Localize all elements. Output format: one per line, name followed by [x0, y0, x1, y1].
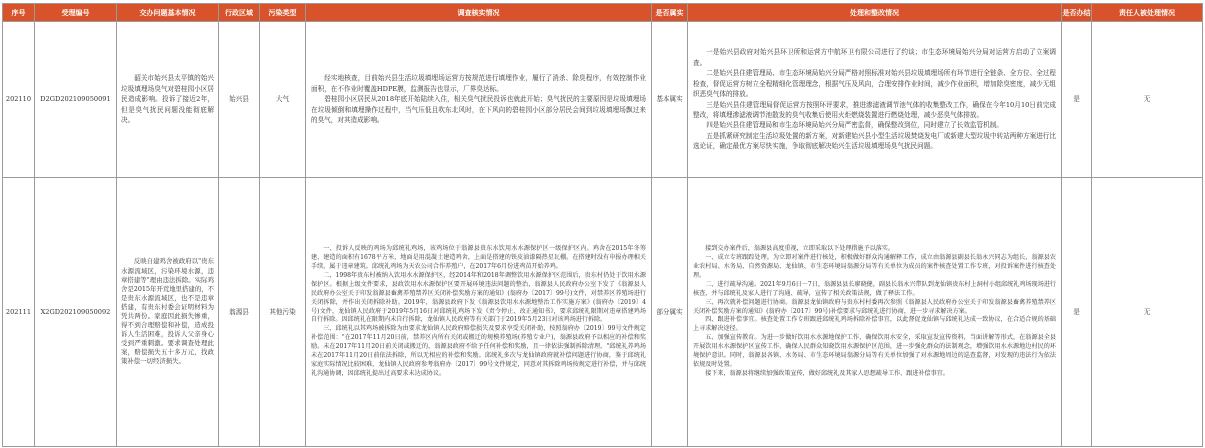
- handling-paragraph: 二、进行疏导沟通。2021年9月6日－7日，翁源县县长廖晓健，副县长翁永兴带队到龙仙镇贵东村上洞村小组邱统礼鸡场现场进行核查，并与邱统礼及家人进行了沟通、疏导，宣传了相关政策法规，做了释法工作。: [693, 280, 1056, 297]
- handling-paragraph: 一、成立专班跟踪处理。为立即对案件进行核处，积极做好群众沟通解释工作，成立由翁源县副县长翁永兴同志为组长，翁源县农业农村局、水务局、自然资源局、龙仙镇、市生态环境局翁源分局等有关单位为成员的案件核查处置工作专班，对投诉案件进行核查处理。: [693, 253, 1056, 279]
- cell-seq: 202111: [3, 178, 35, 447]
- cell-seq: 202110: [3, 22, 35, 178]
- header-seq: 序号: [3, 4, 35, 22]
- handling-paragraph: 四、跟进补偿事宜。核查处置工作专班跟进邱统礼鸡场拆除补偿事宜，以此督促龙仙镇与邱统礼达成一致协议，在合适合规的基础上寻求解决途径。: [693, 316, 1056, 333]
- petition-handling-table: [2, 3, 1203, 447]
- cell-investigation: [306, 178, 652, 447]
- cell-region: 始兴县: [219, 22, 260, 178]
- cell-code: D2GD202109050091: [35, 22, 117, 178]
- cell-pollution: 其他污染: [260, 178, 306, 447]
- header-pollution: 污染类型: [260, 4, 306, 22]
- handling-paragraph: 四是始兴县住建管理局和市生态环境局始兴分局严密监督，确保整改到位，同时建立了长效监管机制。: [706, 121, 1003, 130]
- cell-issue: [117, 178, 219, 447]
- handling-paragraph: 二是始兴县住建管理局、市生态环境局始兴分局严格对照标准对始兴县垃圾填埋场所有环节进行全链条、全方位、全过程检查，督促运营方树立全程精细化管理理念，根据气压及风向，合理安排作业时间，减少作业面积，增加除臭密度，减少无组织恶臭气体的排放。: [693, 69, 1056, 99]
- header-issue: 交办问题基本情况: [117, 4, 219, 22]
- issue-text: 韶关市始兴县太平镇的始兴垃圾填埋场臭气对碧桂园小区居民造成影响。投诉了接近2年，但是臭气扰民问题没能彻底解决。: [121, 74, 214, 125]
- cell-accountability: 无: [1092, 22, 1203, 178]
- header-investigation: 调查核实情况: [306, 4, 652, 22]
- cell-closed: 是: [1062, 178, 1092, 447]
- handling-paragraph: 接到交办案件后，翁源县高度重视，立即采取以下处理措施予以落实。: [705, 244, 895, 252]
- handling-paragraph: 接下来，翁源县将继续加强政策宣传，做好邱统礼及其家人思想疏导工作，跟进补偿事宜。: [705, 370, 949, 378]
- cell-verified: 基本属实: [652, 22, 688, 178]
- investigation-paragraph: 经实地核查，目前始兴县生活垃圾填埋场运营方按规范进行填埋作业，履行了消杀、除臭程序，有效控制作业面积，在不作业时覆盖HDPE膜，监测报告也显示，厂界臭达标。: [311, 74, 646, 93]
- investigation-paragraph: 二、1998年贵东村被纳入饮用水水源保护区，经2014年和2018年调整饮用水源保护区范围后，贵东村仍处于饮用水源保护区。根据上级文件要求，县政饮用水水源保护区要开展环境违法问题的整治，翁源县人民政府办公室下发了《翁源县人民政府办公室关于印发翁源县畜禽养殖禁养区关闭补偿奖励方案的通知》(翁府办〔2017〕99号)文件，对禁养区养殖场进行关闭拆除，并作出关闭拆除补助。2019年，翁源县政府下发《翁源县饮用水水源地整治工作实施方案》(翁府办〔2019〕4号)文件，龙仙镇人民政府于2019年5月16日对邱统礼鸡场下发《责令停止、改正通知书》，要求邱统礼限期对违章搭建鸡场自行拆除。因邱统礼在限期内未自行拆除，龙仙镇人民政府等有关部门于2019年5月23日对该鸡场进行拆除。: [311, 271, 646, 324]
- cell-issue: [117, 22, 219, 178]
- header-region: 行政区域: [219, 4, 260, 22]
- cell-pollution: 大气: [260, 22, 306, 178]
- cell-investigation: [306, 22, 652, 178]
- header-accountability: 责任人被处理情况: [1092, 4, 1203, 22]
- table-header-row: [3, 4, 1203, 22]
- header-code: 受理编号: [35, 4, 117, 22]
- handling-paragraph: 五、加强宣传教育。为进一步做好饮用水水源地保护工作，确保饮用水安全，采取宣发宣传资料，当面讲解等形式，在翁源县全县开展饮用水水源保护区宣传工作，确保人民群众知晓饮用水源保护区范围，进一步强化群众的法制观念，增强饮用水水源地边村民的环境保护意识。同时，翁源县各镇、水务局、市生态环境局翁源分局等有关单位加强了对水源地周边的巡查监督，对发现的违法行为依法依规及时处置。: [693, 334, 1056, 369]
- investigation-paragraph: 碧桂园小区居民从2018年底开始陆续入住，相关臭气扰民投诉也就此开始；臭气扰民的主要原因是垃圾填埋场在垃圾倾倒和填埋操作过程中，当气压低且吹东北风时，在下风向的碧桂园小区部分居民会间到垃圾填埋场飘过来的臭气，对其造成影响。: [311, 95, 646, 125]
- cell-verified: 部分属实: [652, 178, 688, 447]
- table-row: [3, 22, 1203, 178]
- handling-paragraph: 五是抓紧研究制定生活垃圾处置的新方案，对新建始兴县小型生活垃圾焚烧发电厂或新建大型垃圾中转站两种方案进行比选论证，确定最优方案尽快实施，争取彻底解决始兴生活垃圾填埋场臭气扰民问题。: [693, 131, 1056, 151]
- header-closed: 是否办结: [1062, 4, 1092, 22]
- investigation-paragraph: 三、邱统礼以其鸡场被拆除为由要求龙仙镇人民政府赔偿损失及要求享受关闭补助，按照翁府办〔2019〕99号文件规定补偿范围："在2017年11月20日前，禁养区内所有关闭或搬迁的规模养殖场(养殖专业户)，翁源县政府予以相应的补偿和奖励。未在2017年11月20日前关闭或搬迁的，翁源县政府不给予任何补偿和奖励，且一律依法强制拆除清理。"邱统礼养鸡场未在2017年11月20日前依法拆除，所以无相应的补偿和奖励。邱统礼多次与龙仙镇政府就补偿问题进行协商，鉴于邱统礼家庭实际情况比较困难，龙仙镇人民政府参考翁府办〔2017〕99号文件规定，同意对其拆除鸡场按规定进行补偿，并与邱统礼沟通协调，因邱统礼提出过高要求未达成协议。: [311, 325, 646, 378]
- handling-paragraph: 三、再次就补偿问题进行协商。翁源县龙仙镇政府与贵东村村委再次参照《翁源县人民政府办公室关于印发翁源县畜禽养殖禁养区关闭补偿奖励方案的通知》(翁府办〔2017〕99号)补偿要求与邱统礼进行协商，进一步寻求解决方案。: [693, 298, 1056, 315]
- cell-accountability: 无: [1092, 178, 1203, 447]
- cell-region: 翁源县: [219, 178, 260, 447]
- table-row: [3, 178, 1203, 447]
- cell-closed: 是: [1062, 22, 1092, 178]
- handling-paragraph: 一是始兴县政府对始兴县环卫所和运营方中航环卫有限公司进行了约谈；市生态环境局始兴分局对运营方启动了立案调查。: [693, 48, 1056, 67]
- cell-code: X2GD202109050092: [35, 178, 117, 447]
- investigation-paragraph: 一、投诉人反映的鸡场为邱统礼鸡场，该鸡场位于翁源县贵东水饮用水水源保护区一级保护区内。鸡舍在2015年冬筹建，建造的面积有1678平方米，地面是用混凝土建造鸡舍，上面是搭建的铁皮油漆隔热星瓦棚。在搭建时没有申报办理相关手续，属于违章建筑。邱统礼鸡场为天农公司合作养殖户，在2017年6月份进鸡苗开始养鸡。: [311, 244, 646, 270]
- cell-handling: [688, 178, 1062, 447]
- issue-text: 反映自建鸡舍被政府以"贵东水源流域区，污染环境水源，违章搭建等"理由违法拆除。实际鸡舍是2015年开荒地里搭建的，不是贵东水源流域区，也不是违章搭建，有贵东村委会证明材料为凭共两份。家庭因此损失惨重，得不到合理赔偿和补偿，造成投诉人生活困难，投诉人父亲身心受到严重刺激。要求调查处理此案，赔偿损失五十多万元，找政策补偿一切经济损失。: [121, 257, 214, 366]
- header-verified: 是否属实: [652, 4, 688, 22]
- handling-paragraph: 三是始兴县住建管理局督促运营方按照环评要求，推进渗滤液调节池气体的收集整改工作，确保在今年10月10日前完成整改，将填埋渗滤液调节池散发的臭气收集后使用火炬燃烧装置进行燃烧处理，减少恶臭气体排放。: [693, 100, 1056, 119]
- cell-handling: [688, 22, 1062, 178]
- header-handling: 处理和整改情况: [688, 4, 1062, 22]
